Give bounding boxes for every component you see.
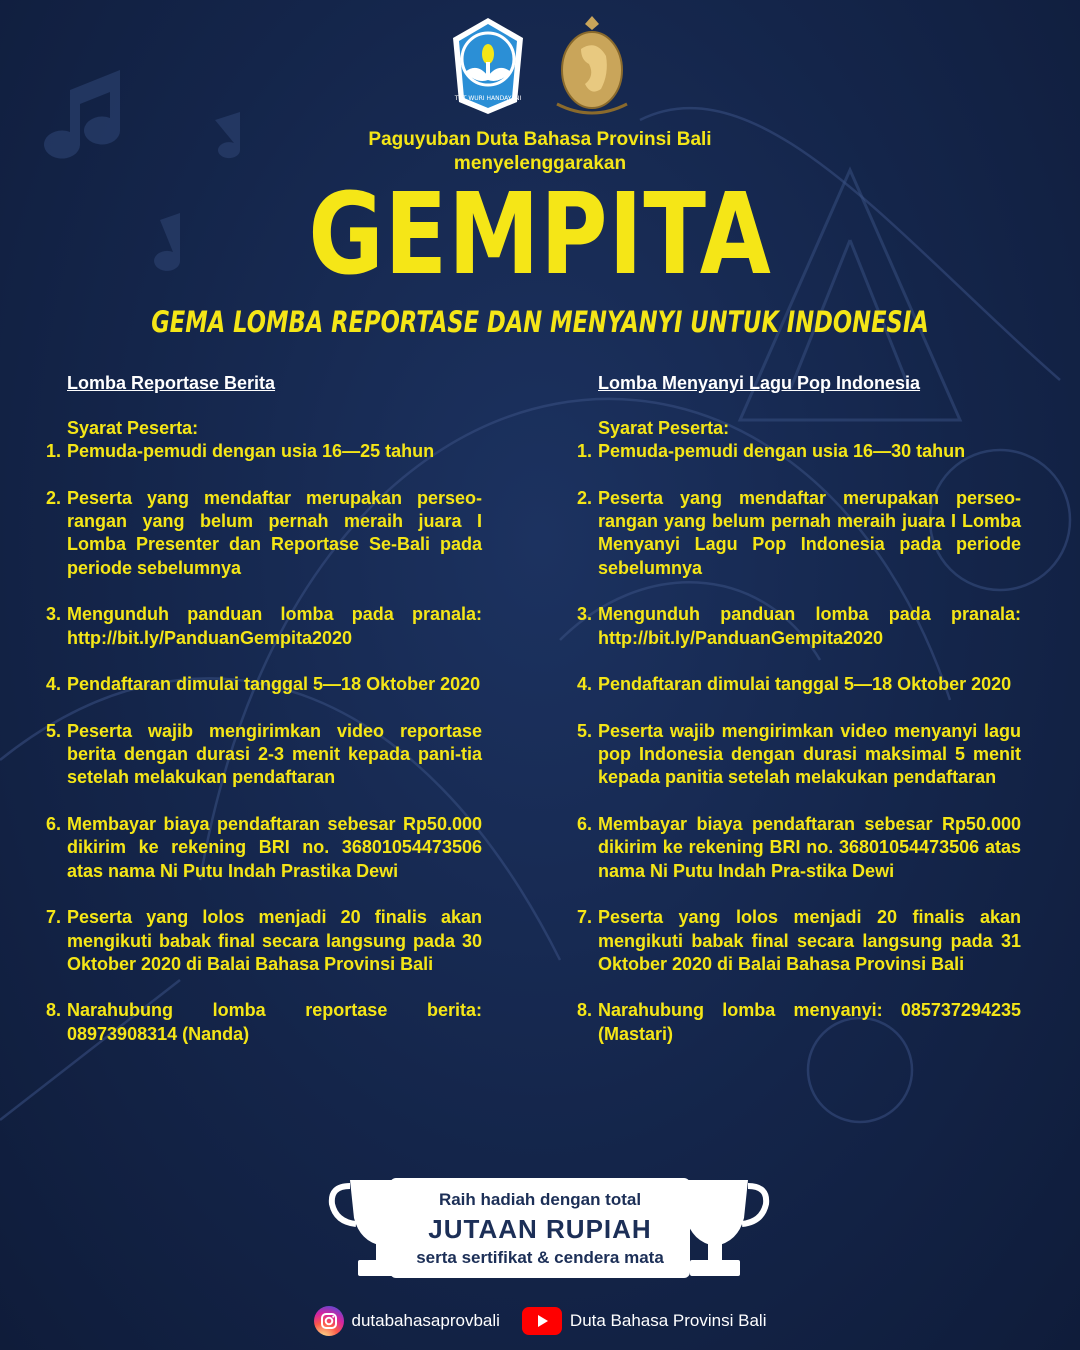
item-number: 3. <box>46 604 62 625</box>
item-text: Membayar biaya pendaftaran sebesar Rp50.000 dikirim ke rekening BRI no. 36801054473506 atas nama Ni Putu Indah Prastika Dewi <box>67 814 482 881</box>
prize-banner <box>390 1178 690 1278</box>
item-text: Pendaftaran dimulai tanggal 5—18 Oktober 2020 <box>67 674 481 695</box>
item-number: 1. <box>46 441 62 462</box>
list-item <box>46 603 482 650</box>
social-footer <box>0 1306 1080 1336</box>
item-number: 7. <box>46 907 62 928</box>
list-item <box>46 720 482 790</box>
reportase-column <box>46 370 482 1069</box>
item-text: Narahubung lomba reportase berita: 08973908314 (Nanda) <box>67 1000 482 1044</box>
list-item <box>46 906 482 976</box>
list-item <box>46 440 482 463</box>
menyanyi-heading: Lomba Menyanyi Lagu Pop Indonesia <box>598 373 921 393</box>
list-item <box>46 487 482 580</box>
instagram-link[interactable] <box>314 1306 500 1336</box>
item-text: Pendaftaran dimulai tanggal 5—18 Oktober 2020 <box>598 674 1012 695</box>
instagram-handle: dutabahasaprovbali <box>351 1311 500 1330</box>
item-number: 8. <box>46 1000 62 1021</box>
menyanyi-column <box>577 370 1021 1069</box>
organizer-line-1: Paguyuban Duta Bahasa Provinsi Bali <box>368 129 712 150</box>
youtube-channel: Duta Bahasa Provinsi Bali <box>569 1311 767 1330</box>
list-item <box>577 720 1021 790</box>
item-text: Peserta yang lolos menjadi 20 finalis akan mengikuti babak final secara langsung pada 30 Oktober 2020 di Balai Bahasa Provinsi Bali <box>67 907 482 974</box>
logo-motto: TUT WURI HANDAYANI <box>454 95 522 102</box>
item-text: Narahubung lomba menyanyi: 085737294235 (Mastari) <box>598 1000 1021 1044</box>
item-text: Peserta yang mendaftar merupakan perseo-rangan yang belum pernah meraih juara I Lomba Menyanyi Lagu Pop Indonesia pada periode sebelumnya <box>598 487 1021 578</box>
menyanyi-requirements-list <box>577 440 1021 1046</box>
balai-bahasa-emblem-icon <box>551 14 633 118</box>
list-item <box>46 999 482 1046</box>
reportase-requirements-list <box>46 440 482 1046</box>
tut-wuri-handayani-icon <box>447 14 529 118</box>
organizer-text <box>0 128 1080 176</box>
item-text: Pemuda-pemudi dengan usia 16—30 tahun <box>598 441 966 462</box>
list-item <box>577 487 1021 580</box>
list-item <box>46 673 482 696</box>
item-text: Peserta yang mendaftar merupakan perseo-rangan yang belum pernah meraih juara I Lomba Presenter dan Reportase Se-Bali pada periode sebelumnya <box>67 487 482 578</box>
item-text: Peserta wajib mengirimkan video reportase berita dengan durasi 2-3 menit kepada pani-tia setelah melakukan pendaftaran <box>67 720 482 788</box>
item-number: 8. <box>577 1000 593 1021</box>
item-text: Mengunduh panduan lomba pada pranala: http://bit.ly/PanduanGempita2020 <box>67 604 482 648</box>
item-number: 1. <box>577 441 593 462</box>
list-item <box>577 906 1021 976</box>
item-number: 2. <box>577 487 593 508</box>
list-item <box>577 603 1021 650</box>
prize-line-2: JUTAAN RUPIAH <box>428 1214 652 1244</box>
youtube-link[interactable] <box>522 1307 767 1335</box>
logo-row <box>0 14 1080 118</box>
list-item <box>577 999 1021 1046</box>
event-subtitle: GEMA LOMBA REPORTASE DAN MENYANYI UNTUK INDONESIA <box>151 305 929 339</box>
item-text: Peserta wajib mengirimkan video menyanyi lagu pop Indonesia dengan durasi maksimal 5 menit kepada panitia setelah melakukan pendaftaran <box>598 720 1021 788</box>
list-item <box>577 673 1021 696</box>
reportase-heading: Lomba Reportase Berita <box>67 373 276 393</box>
event-title: GEMPITA <box>308 170 772 300</box>
item-text: Peserta yang lolos menjadi 20 finalis akan mengikuti babak final secara langsung pada 31 Oktober 2020 di Balai Bahasa Provinsi Bali <box>598 907 1021 974</box>
list-item <box>577 813 1021 883</box>
prize-line-3: serta sertifikat & cendera mata <box>416 1248 664 1267</box>
item-text: Membayar biaya pendaftaran sebesar Rp50.000 dikirim ke rekening BRI no. 36801054473506 atas nama Ni Putu Indah Pra-stika Dewi <box>598 814 1021 881</box>
menyanyi-requirements-label: Syarat Peserta: <box>598 418 730 438</box>
list-item <box>577 440 1021 463</box>
item-number: 3. <box>577 604 593 625</box>
item-number: 5. <box>577 720 593 741</box>
item-number: 2. <box>46 487 62 508</box>
prize-line-1: Raih hadiah dengan total <box>438 1190 642 1209</box>
reportase-requirements-label: Syarat Peserta: <box>67 418 199 438</box>
item-number: 6. <box>46 814 62 835</box>
item-number: 7. <box>577 907 593 928</box>
item-text: Mengunduh panduan lomba pada pranala: http://bit.ly/PanduanGempita2020 <box>598 604 1021 648</box>
youtube-icon <box>522 1307 562 1335</box>
list-item <box>46 813 482 883</box>
item-text: Pemuda-pemudi dengan usia 16—25 tahun <box>67 441 435 462</box>
instagram-icon <box>314 1306 344 1336</box>
item-number: 6. <box>577 814 593 835</box>
organizer-line-2: menyelenggarakan <box>453 153 627 174</box>
item-number: 4. <box>46 674 62 695</box>
item-number: 4. <box>577 674 593 695</box>
item-number: 5. <box>46 720 62 741</box>
